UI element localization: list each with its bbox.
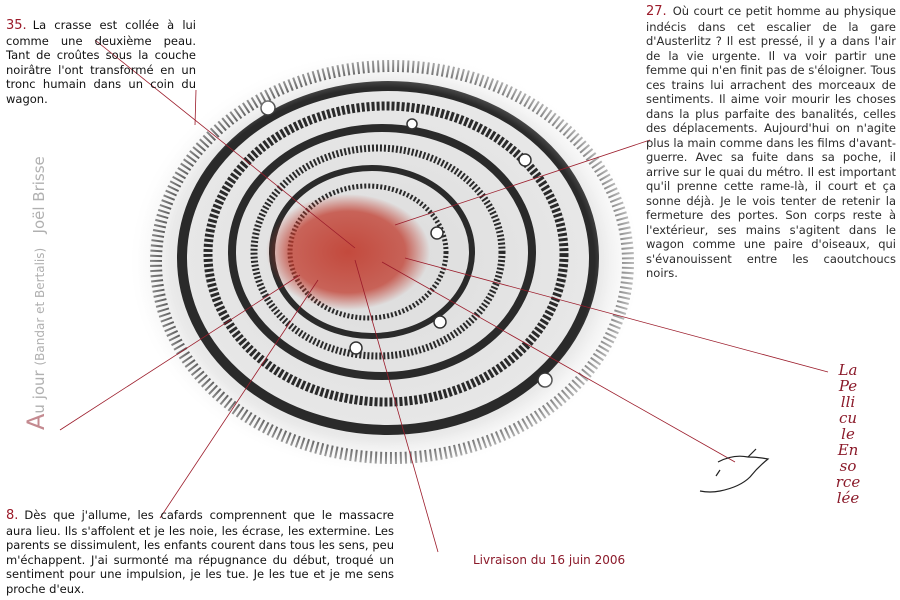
- vignette-35: [6, 18, 196, 106]
- bird-doodle: [700, 449, 768, 492]
- author-rest: u jour: [30, 370, 48, 414]
- title-fragment: lée: [836, 489, 860, 507]
- title-fragment: En: [837, 441, 859, 459]
- title-fragment: rce: [835, 473, 861, 491]
- title-fragment: La: [838, 361, 858, 379]
- author-initial: A: [22, 413, 50, 430]
- title-fragment: so: [839, 457, 857, 475]
- vertical-title: [828, 362, 868, 506]
- vignette-text: La crasse est collée à lui comme une deuxième peau. Tant de croûtes sous la couche noirâtre l'ont transformé en un tronc humain dans un coin du wagon.: [6, 18, 196, 106]
- vignette-27: [646, 4, 896, 281]
- vignette-text: Dès que j'allume, les cafards comprennent que le massacre aura lieu. Ils s'affolent et je les noie, les écrase, les extermine. Les parents se dissimulent, les enfants courent dans tous les sens, peu m'échappent. J'ai surmonté ma répugnance du début, troqué un sentiment pour une impulsion, je les tue. Je les tue et je me sens proche d'eux.: [6, 508, 394, 596]
- vignette-8: [6, 508, 394, 596]
- author-credit: [22, 156, 50, 430]
- vignette-number: 35.: [6, 18, 27, 33]
- title-fragment: le: [841, 425, 855, 443]
- vignette-number: 8.: [6, 508, 19, 523]
- delivery-date: Livraison du 16 juin 2006: [473, 553, 626, 567]
- title-fragment: Pe: [838, 377, 858, 395]
- vignette-text: Où court ce petit homme au physique indécis dans cet escalier de la gare d'Austerlitz ? Il est pressé, il y a dans l'air de la vie urgente. Il va voir partir une femme qui n'en finit pas de s'éloigner. Tous ces trains lui arrachent des morceaux de sentiments. Il aime voir mourir les choses dans la plus parfaite des banalités, celles des déplacements. Aujourd'hui on n'agite plus la main comme dans les films d'avant-guerre. Avec sa fuite dans sa poche, il arrive sur le quai du métro. Il est important qu'il prenne cette rame-là, il court et ça sonne déjà. Je le vois tenter de retenir la fermeture des portes. Son corps reste à l'extérieur, ses mains s'agitent dans le wagon comme une paire d'oiseaux, qui s'évanouissent entre les caoutchoucs noirs.: [646, 4, 897, 280]
- title-fragment: cu: [838, 409, 858, 427]
- reel-disc: [123, 44, 647, 480]
- vignette-number: 27.: [646, 4, 667, 19]
- author-paren: (Bandar et Bertalis): [33, 247, 47, 366]
- title-fragment: lli: [840, 393, 856, 411]
- author-name: Joël Brisse: [30, 156, 48, 234]
